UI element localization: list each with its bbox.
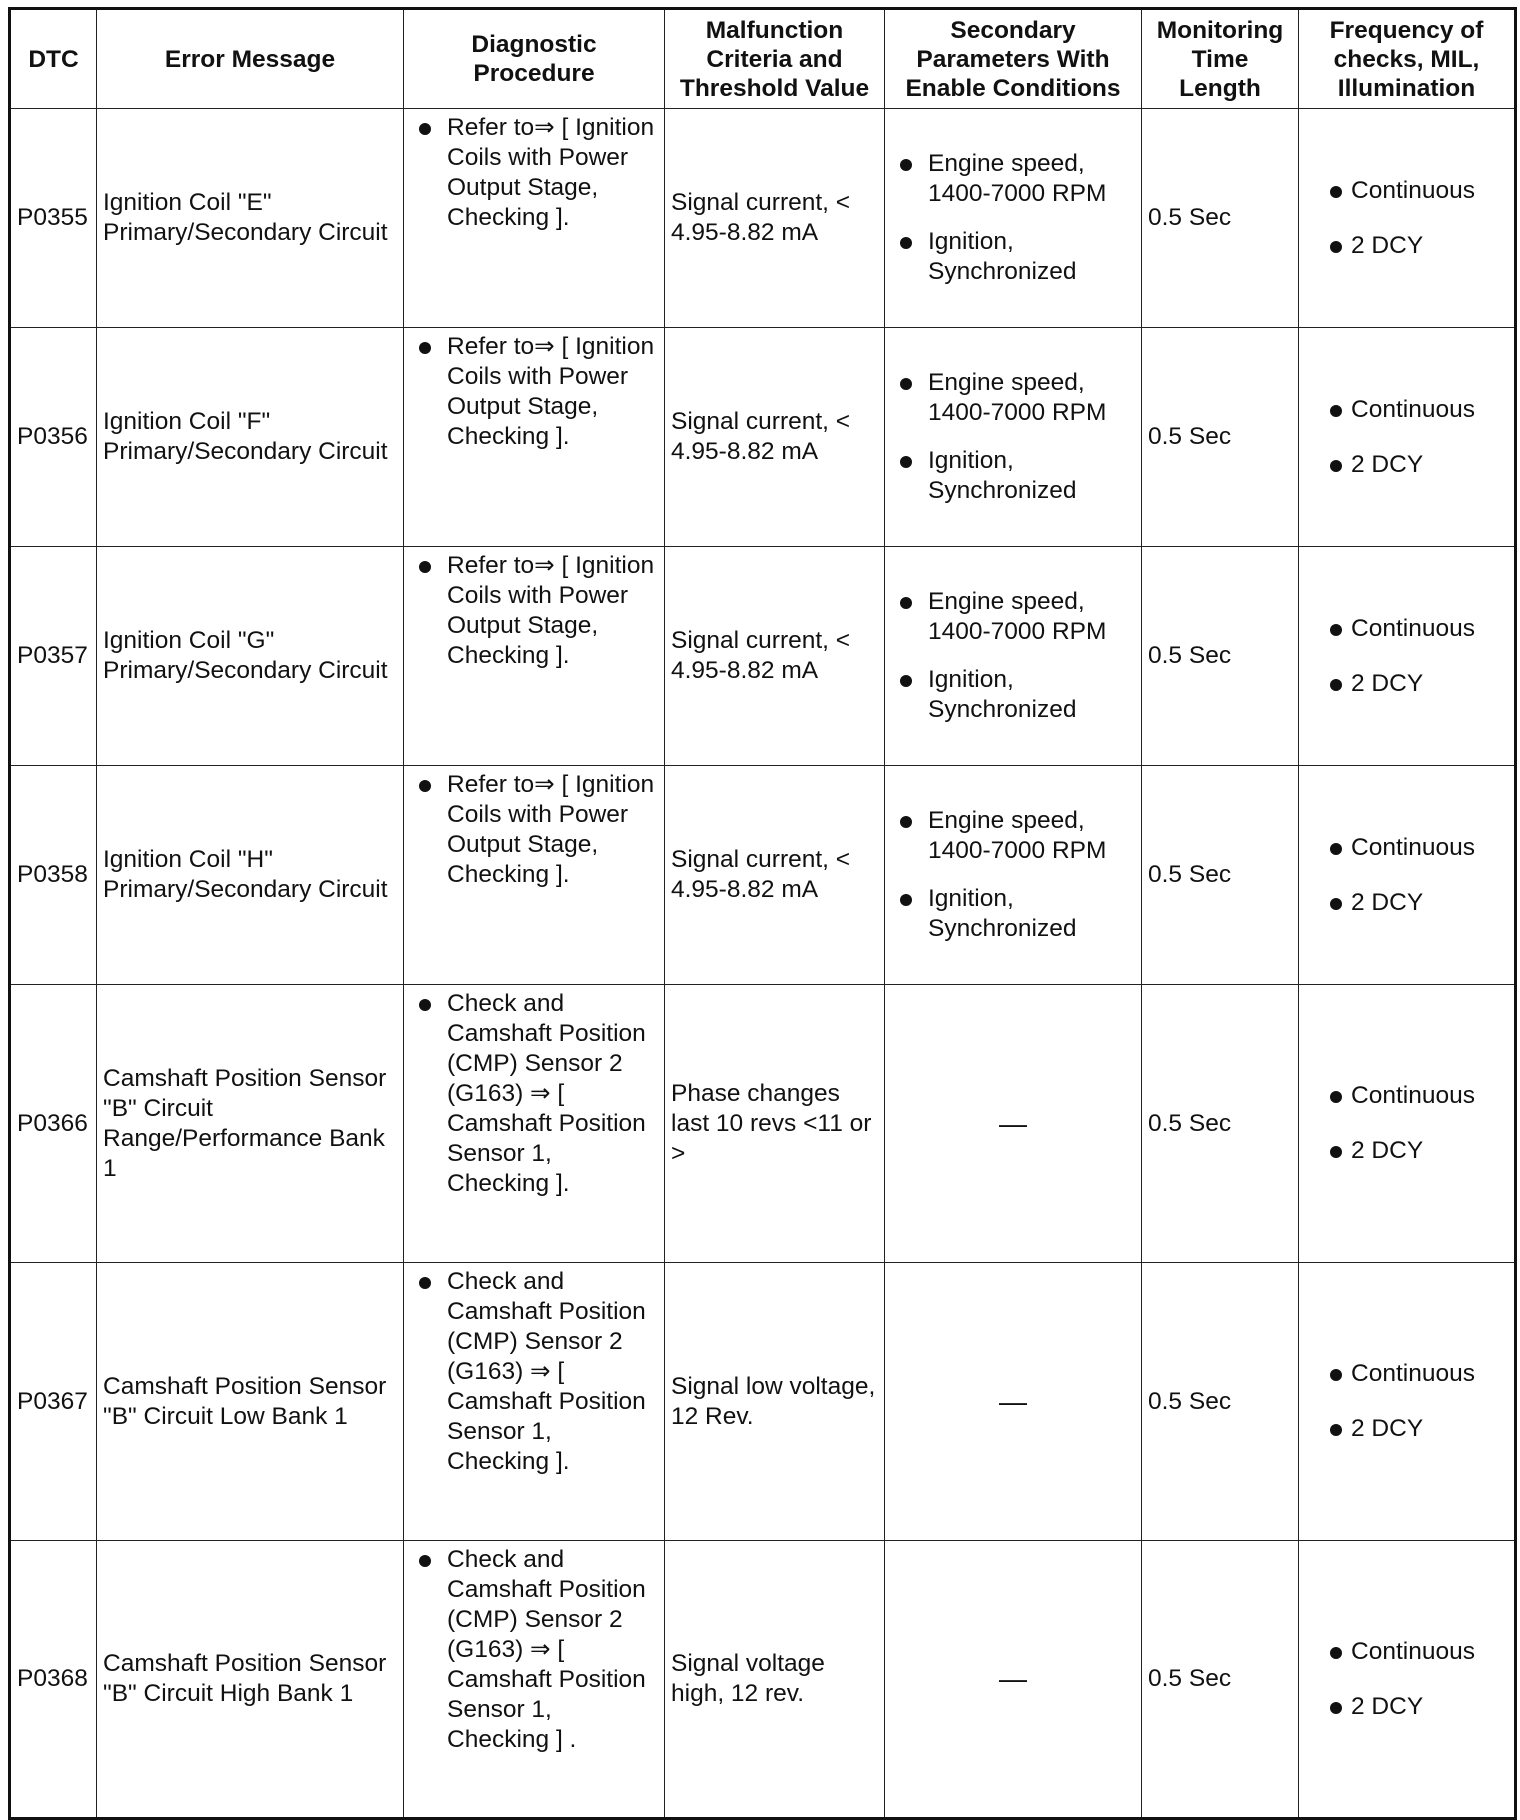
error-message: Ignition Coil "F" Primary/Secondary Circuit xyxy=(97,328,404,547)
secondary-parameters xyxy=(885,109,1142,328)
dtc-code: P0355 xyxy=(10,109,97,328)
frequency-item: 2 DCY xyxy=(1305,231,1508,261)
table-row xyxy=(10,985,1516,1263)
frequency-item: Continuous xyxy=(1305,176,1508,206)
header-secondary-parameters: Secondary Parameters With Enable Conditions xyxy=(885,9,1142,109)
frequency xyxy=(1299,1541,1516,1819)
frequency-item: Continuous xyxy=(1305,1081,1508,1111)
header-frequency: Frequency of checks, MIL, Illumination xyxy=(1299,9,1516,109)
secondary-parameter-item: Ignition, Synchronized xyxy=(891,446,1135,506)
monitoring-time: 0.5 Sec xyxy=(1142,1263,1299,1541)
frequency-item: 2 DCY xyxy=(1305,450,1508,480)
dtc-code: P0358 xyxy=(10,766,97,985)
monitoring-time: 0.5 Sec xyxy=(1142,1541,1299,1819)
frequency-item: Continuous xyxy=(1305,833,1508,863)
header-monitoring-time: Monitoring Time Length xyxy=(1142,9,1299,109)
frequency xyxy=(1299,547,1516,766)
frequency-item: Continuous xyxy=(1305,1359,1508,1389)
frequency xyxy=(1299,109,1516,328)
dtc-table xyxy=(8,7,1517,1820)
header-malfunction-criteria: Malfunction Criteria and Threshold Value xyxy=(665,9,885,109)
monitoring-time: 0.5 Sec xyxy=(1142,328,1299,547)
table-row xyxy=(10,766,1516,985)
table-row xyxy=(10,328,1516,547)
diagnostic-procedure xyxy=(404,547,665,766)
frequency-item: Continuous xyxy=(1305,614,1508,644)
procedure-item: Refer to⇒ [ Ignition Coils with Power Output Stage, Checking ]. xyxy=(410,113,658,233)
procedure-item: Refer to⇒ [ Ignition Coils with Power Output Stage, Checking ]. xyxy=(410,770,658,890)
malfunction-criteria: Signal current, < 4.95-8.82 mA xyxy=(665,109,885,328)
error-message: Camshaft Position Sensor "B" Circuit Low Bank 1 xyxy=(97,1263,404,1541)
dtc-code: P0368 xyxy=(10,1541,97,1819)
error-message: Ignition Coil "H" Primary/Secondary Circuit xyxy=(97,766,404,985)
procedure-item: Refer to⇒ [ Ignition Coils with Power Output Stage, Checking ]. xyxy=(410,551,658,671)
secondary-parameter-item: Engine speed, 1400-7000 RPM xyxy=(891,368,1135,428)
procedure-item: Check and Camshaft Position (CMP) Sensor 2 (G163) ⇒ [ Camshaft Position Sensor 1, Checking ]. xyxy=(410,1267,658,1477)
frequency-item: 2 DCY xyxy=(1305,888,1508,918)
diagnostic-procedure xyxy=(404,328,665,547)
procedure-item: Check and Camshaft Position (CMP) Sensor 2 (G163) ⇒ [ Camshaft Position Sensor 1, Checking ] . xyxy=(410,1545,658,1755)
secondary-parameters xyxy=(885,766,1142,985)
frequency-item: 2 DCY xyxy=(1305,1414,1508,1444)
secondary-parameter-item: Engine speed, 1400-7000 RPM xyxy=(891,149,1135,209)
dtc-code: P0356 xyxy=(10,328,97,547)
error-message: Camshaft Position Sensor "B" Circuit High Bank 1 xyxy=(97,1541,404,1819)
secondary-parameter-item: Engine speed, 1400-7000 RPM xyxy=(891,587,1135,647)
frequency xyxy=(1299,766,1516,985)
frequency-item: 2 DCY xyxy=(1305,669,1508,699)
secondary-parameters xyxy=(885,328,1142,547)
procedure-item: Refer to⇒ [ Ignition Coils with Power Output Stage, Checking ]. xyxy=(410,332,658,452)
diagnostic-procedure xyxy=(404,766,665,985)
error-message: Ignition Coil "G" Primary/Secondary Circuit xyxy=(97,547,404,766)
monitoring-time: 0.5 Sec xyxy=(1142,766,1299,985)
monitoring-time: 0.5 Sec xyxy=(1142,985,1299,1263)
diagnostic-procedure xyxy=(404,1263,665,1541)
secondary-parameters-none: — xyxy=(885,985,1142,1263)
error-message: Camshaft Position Sensor "B" Circuit Range/Performance Bank 1 xyxy=(97,985,404,1263)
secondary-parameter-item: Ignition, Synchronized xyxy=(891,884,1135,944)
secondary-parameters xyxy=(885,547,1142,766)
secondary-parameter-item: Ignition, Synchronized xyxy=(891,665,1135,725)
table-row xyxy=(10,109,1516,328)
error-message: Ignition Coil "E" Primary/Secondary Circuit xyxy=(97,109,404,328)
frequency xyxy=(1299,985,1516,1263)
secondary-parameters-none: — xyxy=(885,1263,1142,1541)
frequency-item: Continuous xyxy=(1305,395,1508,425)
dtc-code: P0366 xyxy=(10,985,97,1263)
frequency-item: 2 DCY xyxy=(1305,1136,1508,1166)
frequency xyxy=(1299,1263,1516,1541)
header-row xyxy=(10,9,1516,109)
secondary-parameter-item: Engine speed, 1400-7000 RPM xyxy=(891,806,1135,866)
malfunction-criteria: Signal voltage high, 12 rev. xyxy=(665,1541,885,1819)
secondary-parameters-none: — xyxy=(885,1541,1142,1819)
malfunction-criteria: Signal current, < 4.95-8.82 mA xyxy=(665,328,885,547)
table-row xyxy=(10,1541,1516,1819)
diagnostic-procedure xyxy=(404,109,665,328)
diagnostic-procedure xyxy=(404,985,665,1263)
malfunction-criteria: Signal current, < 4.95-8.82 mA xyxy=(665,766,885,985)
malfunction-criteria: Signal low voltage, 12 Rev. xyxy=(665,1263,885,1541)
header-diagnostic-procedure: Diagnostic Procedure xyxy=(404,9,665,109)
frequency-item: 2 DCY xyxy=(1305,1692,1508,1722)
dtc-code: P0367 xyxy=(10,1263,97,1541)
frequency-item: Continuous xyxy=(1305,1637,1508,1667)
table-row xyxy=(10,547,1516,766)
malfunction-criteria: Phase changes last 10 revs <11 or > xyxy=(665,985,885,1263)
malfunction-criteria: Signal current, < 4.95-8.82 mA xyxy=(665,547,885,766)
frequency xyxy=(1299,328,1516,547)
procedure-item: Check and Camshaft Position (CMP) Sensor 2 (G163) ⇒ [ Camshaft Position Sensor 1, Checking ]. xyxy=(410,989,658,1199)
dtc-code: P0357 xyxy=(10,547,97,766)
table-row xyxy=(10,1263,1516,1541)
header-error-message: Error Message xyxy=(97,9,404,109)
secondary-parameter-item: Ignition, Synchronized xyxy=(891,227,1135,287)
monitoring-time: 0.5 Sec xyxy=(1142,547,1299,766)
monitoring-time: 0.5 Sec xyxy=(1142,109,1299,328)
diagnostic-procedure xyxy=(404,1541,665,1819)
header-dtc: DTC xyxy=(10,9,97,109)
